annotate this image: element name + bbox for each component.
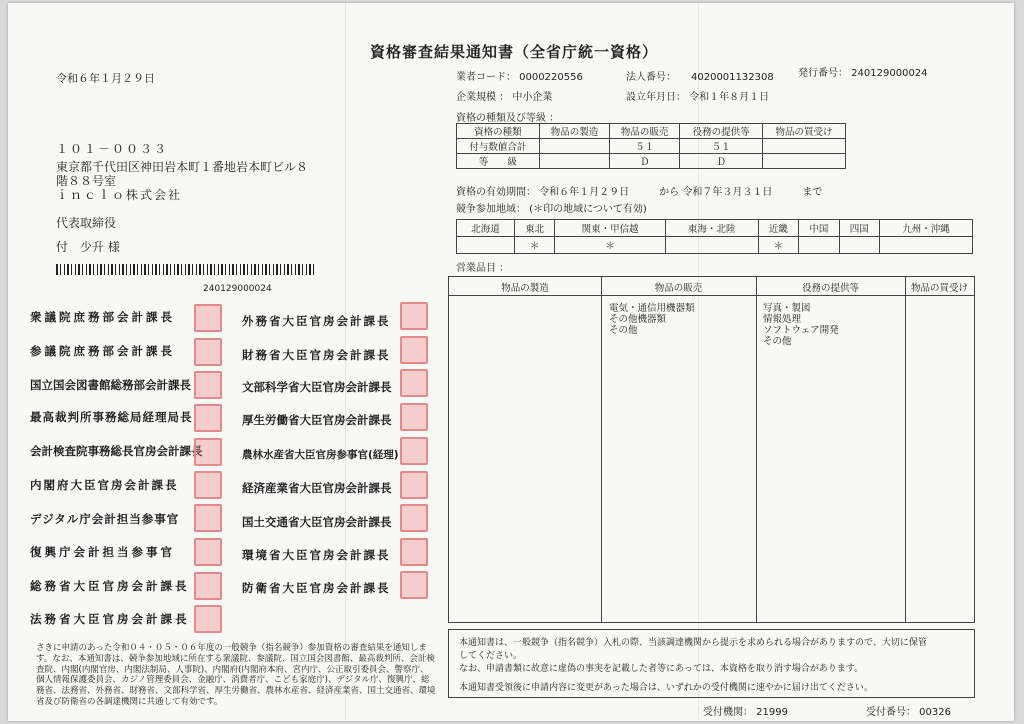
sales-item: 電気・通信用機器類	[609, 303, 695, 314]
official-seal-icon	[400, 471, 428, 499]
official-seal-icon	[194, 538, 222, 566]
region-table	[456, 219, 973, 254]
official-seal-icon	[400, 369, 428, 397]
grade-table-row	[457, 154, 846, 169]
grade-header-cell: 物品の製造	[539, 124, 609, 139]
region-mark	[457, 237, 515, 254]
official-seal-icon	[194, 304, 222, 332]
issue-date: 令和６年１月２９日	[56, 72, 155, 85]
official-seal-icon	[400, 437, 428, 465]
notice-line: 本通知書受領後に申請内容に変更があった場合は、いずれかの受付機関に速やかに届け出てください。	[459, 683, 873, 693]
official-seal-icon	[400, 538, 428, 566]
established-date: 設立年月日： 令和１年８月１日	[626, 92, 770, 103]
region-name: 四国	[839, 220, 879, 237]
department-name: 文部科学省大臣官房会計課長	[242, 380, 392, 394]
business-items-label: 営業品目 ：	[456, 263, 510, 274]
official-seal-icon	[400, 403, 428, 431]
business-column	[449, 277, 602, 622]
notice-box	[448, 629, 975, 698]
official-seal-icon	[194, 471, 222, 499]
region-name: 北海道	[457, 220, 515, 237]
region-mark: ＊	[514, 237, 554, 254]
region-name: 九州・沖縄	[880, 220, 973, 237]
official-seal-icon	[194, 572, 222, 600]
department-name: 経済産業省大臣官房会計課長	[242, 481, 392, 495]
department-name: 国立国会図書館総務部会計課長	[30, 378, 191, 392]
service-item: ソフトウェア開発	[763, 325, 839, 336]
region-name: 中国	[799, 220, 839, 237]
official-seal-icon	[194, 371, 222, 399]
grade-cell: ５１	[610, 139, 680, 154]
region-mark: ＊	[555, 237, 665, 254]
official-seal-icon	[400, 302, 428, 330]
grade-cell: ５１	[680, 139, 763, 154]
sales-item: その他機器類	[609, 314, 667, 325]
sales-item: その他	[609, 325, 638, 336]
service-items	[763, 303, 839, 347]
grade-cell	[763, 139, 846, 154]
service-item: その他	[763, 336, 792, 347]
grade-row-label: 等 級	[457, 154, 540, 169]
business-header: 役務の提供等	[801, 283, 859, 294]
department-name: デジタル庁会計担当参事官	[30, 512, 180, 526]
department-name: 内閣府大臣官房会計課長	[30, 478, 179, 492]
region-mark-row	[457, 237, 973, 254]
official-seal-icon	[400, 504, 428, 532]
vendor-code: 業者コード： 0000220556	[456, 72, 583, 83]
region-mark	[839, 237, 879, 254]
reception-number: 受付番号： 00326	[866, 707, 951, 718]
barcode-number: 240129000024	[203, 284, 272, 294]
company-size: 企業規模 ： 中小企業	[456, 92, 553, 103]
department-name: 外務省大臣官房会計課長	[242, 314, 391, 328]
department-name: 環境省大臣官房会計課長	[242, 548, 391, 562]
department-name: 農林水産省大臣官房参事官(経理)	[242, 449, 399, 461]
document-sheet	[8, 3, 1014, 721]
official-seal-icon	[400, 571, 428, 599]
address-line2: 階８８号室	[56, 174, 117, 188]
validity-period: 資格の有効期間： 令和６年１月２９日 から 令和７年３月３１日 まで	[456, 187, 823, 198]
grade-row-label: 付与数値合計	[457, 139, 540, 154]
business-header-divider	[449, 295, 974, 296]
department-name: 最高裁判所事務総局経理局長	[30, 410, 193, 424]
grade-cell	[763, 154, 846, 169]
grade-header-cell: 資格の種類	[457, 124, 540, 139]
region-mark	[665, 237, 758, 254]
official-seal-icon	[194, 404, 222, 432]
official-seal-icon	[194, 605, 222, 633]
region-mark	[799, 237, 839, 254]
business-header: 物品の買受け	[910, 283, 968, 294]
business-header: 物品の販売	[654, 283, 703, 294]
address-line1: 東京都千代田区神田岩本町１番地岩本町ビル８	[56, 160, 309, 174]
department-name: 防衛省大臣官房会計課長	[242, 581, 391, 595]
department-name: 参議院庶務部会計課長	[30, 344, 175, 358]
service-item: 情報処理	[763, 314, 802, 325]
grade-table-header	[457, 124, 846, 139]
reception-office: 受付機関： 21999	[703, 707, 788, 718]
grade-cell: Ｄ	[680, 154, 763, 169]
region-name: 東北	[514, 220, 554, 237]
grade-header-cell: 物品の販売	[610, 124, 680, 139]
business-header: 物品の製造	[501, 283, 549, 294]
representative-name: 付 少升 様	[56, 240, 120, 254]
official-seal-icon	[400, 336, 428, 364]
footnote-text: さきに申請のあった令和０４・０５・０６年度の一般競争（指名競争）参加資格の審査結果を通知します。なお、本通知書は、競争参加地域に所在する衆議院、参議院、国立国会図書館、最高裁判所、会計検査院、内閣(内閣官房、内閣法制局、人事院)、内閣府(内閣府本府、宮内庁、公正取引委員会、警察庁、個人情報保護委員会、カジノ管理委員会、金融庁、消費者庁、こども家庭庁)、デジタル庁、復興庁、総務省、法務省、外務省、財務省、文部科学省、厚生労働省、農林水産省、経済産業省、国土交通省、環境省及び防衛省の各調達機関に共通して有効です。	[36, 643, 436, 707]
notice-line: してください。	[459, 651, 523, 661]
postal-code: １０１－００３３	[56, 142, 169, 156]
department-name: 財務省大臣官房会計課長	[242, 348, 391, 362]
department-name: 国土交通省大臣官房会計課長	[242, 515, 392, 529]
business-items-table	[448, 276, 975, 623]
region-mark: ＊	[758, 237, 798, 254]
department-name: 法務省大臣官房会計課長	[30, 612, 190, 626]
notice-line: 本通知書は、一般競争（指名競争）入札の際、当該調達機関から提示を求められる場合がありますので、大切に保管	[459, 638, 927, 648]
region-name: 関東・甲信越	[555, 220, 665, 237]
region-mark	[880, 237, 973, 254]
department-name: 復興庁会計担当参事官	[30, 545, 175, 559]
official-seal-icon	[194, 338, 222, 366]
grade-cell: Ｄ	[610, 154, 680, 169]
grade-header-cell: 役務の提供等	[680, 124, 763, 139]
grade-section-label: 資格の種類及び等級 ：	[456, 113, 560, 124]
region-name: 近畿	[758, 220, 798, 237]
official-seal-icon	[194, 438, 222, 466]
department-name: 衆議院庶務部会計課長	[30, 310, 175, 324]
sales-items	[609, 303, 695, 336]
representative-title: 代表取締役	[56, 216, 117, 230]
grade-cell	[539, 139, 609, 154]
region-name-row	[457, 220, 973, 237]
official-seal-icon	[194, 504, 222, 532]
document-title: 資格審査結果通知書（全省庁統一資格）	[370, 43, 659, 61]
postal-barcode	[56, 264, 316, 275]
region-name: 東海・北陸	[665, 220, 758, 237]
grade-table	[456, 123, 846, 169]
service-item: 写真・製図	[763, 303, 811, 314]
department-name: 総務省大臣官房会計課長	[30, 579, 190, 593]
notice-line: なお、申請書類に故意に虚偽の事実を記載した者等にあっては、本資格を取り消す場合があります。	[459, 664, 864, 674]
corporate-number: 法人番号： 4020001132308	[626, 72, 774, 83]
grade-header-cell: 物品の買受け	[763, 124, 846, 139]
department-name: 厚生労働省大臣官房会計課長	[242, 413, 392, 427]
department-name: 会計検査院事務総長官房会計課長	[30, 444, 203, 458]
region-label: 競争参加地域： (＊印の地域について有効)	[456, 204, 647, 215]
company-name: ｉｎｃｌｏ株式会社	[56, 188, 183, 202]
grade-cell	[539, 154, 609, 169]
issue-number: 発行番号： 240129000024	[798, 68, 928, 79]
grade-table-row	[457, 139, 846, 154]
